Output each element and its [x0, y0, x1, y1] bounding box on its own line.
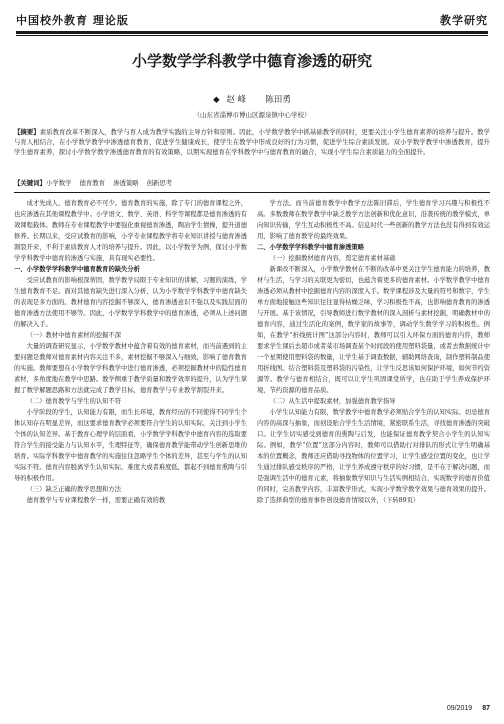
- paragraph: 德育教学与专业课程教学一样，需要正确有效的教: [26, 497, 166, 504]
- section-name: 教学研究: [440, 14, 488, 27]
- body-rule: [14, 192, 490, 193]
- article-title: 小学数学学科教学中德育渗透的研究: [131, 52, 372, 70]
- subsection-heading: （三）缺乏正确的教学思想和方法: [26, 486, 122, 493]
- affiliation: （山东省淄博市博山区源泉镇中心学校）: [193, 111, 311, 119]
- section-heading: 一、小学数学学科教学中德育教育的缺失分析: [14, 266, 140, 273]
- diamond-icon: ◆: [213, 95, 220, 105]
- author-1: 赵 峰: [226, 95, 247, 105]
- abstract: [14, 127, 490, 157]
- keywords: [14, 178, 490, 188]
- paragraph: 小学阶段的学生，认知能力有限，而生长环境，教育经历的不同使得不同学生个体认知存在明显差异，而这要求德育教学必须要符合学生的认知实际，关注到小学生个体的认知差异。基于教育心理学的层面看，小学数学学科教学中德育内容的选取要符合学生的接受能力与认知水平，生理特征等，确保德育教学能带动学生创新思维的培育。实际学科教学中德育教学的实施往往忽略学生个体的差异，甚至与学生的认知实际不符。德育内容脱离学生认知实际，难度大或者难度低，都起不到德育熏陶与引导的积极作用。: [14, 409, 247, 482]
- subsection-heading: （二）德育教学与学生的认知不符: [26, 398, 122, 405]
- page-footer: [447, 705, 490, 712]
- running-header: [16, 12, 488, 30]
- header-rule: [16, 31, 488, 34]
- journal-name: 中国校外教育 理论版: [16, 14, 129, 27]
- header-rule-thin: [16, 35, 488, 36]
- subsection-heading: （一）挖掘教材德育内容，奠定德育素材基础: [269, 255, 396, 262]
- keyword: 创新思考: [146, 179, 173, 187]
- subsection-heading: （二）从生活中提取素材，加强德育教学指导: [269, 398, 396, 405]
- keyword: 小学数学: [45, 179, 72, 187]
- page-number: 87: [482, 705, 490, 712]
- issue-number: 09/2019: [446, 705, 473, 712]
- paragraph: 成才先成人，德育教育必不可少。德育教育的实施，除了专门的德育课程之外，也应渗透在其他课程教学中。小学语文、数学、英语、科学等课程都是德育渗透的有效课程载体。教师在专业课程教学中要强化重视德育渗透，陶冶学生情操，提升道德修养。长期以来，受应试教育的影响，小学专业课程教学将专业知识讲授与德育渗透割裂开来，不利于素质教育人才的培养与提升。因此，以小学数学为例，探讨小学数学学科教学中德育的渗透与实施，具有现实必要性。: [14, 200, 247, 262]
- left-column: [14, 198, 247, 506]
- section-heading: 二、小学数学学科教学中德育渗透策略: [257, 244, 365, 251]
- right-column: [257, 198, 490, 506]
- paragraph: 新课改不断深入，小学数学教材在不断的改革中更关注学生德育能力的培养，教材与生活，与学习的关联更为密切，也蕴含着更多的德育素材。小学数学教学中德育渗透必须从教材中挖掘德育内容的深度入手。数学课程涉及大量的符号和数字，学生单方面地接触这些知识往往显得枯燥乏味，学习积极性不高，也影响德育教育的渗透与开展。基于该情况，引导教师进行数学教材的深入剖析与素材挖掘，明确教材中的德育内容，通过生活化的案例，数学家的故事等，调动学生数学学习的积极性。例如，在教学“折线统计图”这部分内容时，教师可以引入环保方面的德育内容，教师要求学生课后去超市或者菜市场调查某个时间段的使用塑料袋量，或者去数据统计中一个星期使用塑料袋的数量，让学生基于调查数据，辅助网络查询，制作塑料制品使用折线图。结合塑料袋及塑料袋的污染性，让学生反思该如何保护环境，如何节约资源等。教学与德育相结合，既可以让学生巩固课堂所学，也在助于学生养成保护环境，节约资源的德育品质。: [257, 266, 490, 394]
- paragraph: 学方法。而当前德育教学中教学方法陈旧滞后，学生德育学习兴趣与积极性不高。多数教师在数学教学中缺乏教学方法创新和优化意识，沿袭传统的教学模式，单向知识传输，学生互动积极性不高。信息时代一些创新的教学方法也没有得到有效运用，影响了德育教学的最终效果。: [257, 200, 490, 240]
- authors-line: [0, 93, 504, 105]
- abstract-label: 【摘要】: [14, 128, 40, 136]
- subsection-heading: （一）教材中德育素材的挖掘不深: [26, 332, 122, 339]
- paragraph: 受应试教育的影响根深蒂固，数学教学局限于专业知识的讲解，习题的演练，学生德育教育不足。面对其德育缺失进行深入分析，认为小学数学学科教学中德育缺失的表现是多方面的。教材德育内容挖掘不够深入，德育渗透意识不强以及实践层面的德育渗透方法使用不够等。因此，小学数学学科教学中的德育渗透，必须从上述问题的解决入手。: [14, 277, 247, 328]
- author-2: 陈田勇: [265, 95, 291, 105]
- abstract-text: 素质教育改革不断深入，教学与育人成为教学实践的主导方针和原则。因此，小学数学教学中抓基础教学的同时，更要关注小学生德育素养的培养与提升。教学与育人相结合，在小学数学教学中渗透德育教育，促进学生健康成长，使学生在教学中形成良好的行为习惯，促进学生综合素质发展。双小学数学教学中渗透教育，提升学生德育素养，探讨小学数学教学渗透德育教育的有效策略，以期实现德育在学科教学中与德育教育的融合，实现小学生综合素质能力的全面提升。: [14, 128, 490, 156]
- keywords-label: 【关键词】: [14, 179, 46, 187]
- paragraph: 小学生认知能力有限，数学教学中德育教学必须贴合学生的认知实际。切忌德育内容的高深与抽象，而创设贴合学生生活情境，紧密联系生活，寻找德育渗透的突破口。让学生切实感受到德育的熏陶与启发，也能保证德育教学契合小学生的认知实际。例如，教学“位置”这部分内容时，教师可以借助行对排队的形式让学生明确基本的位置概念，教师还应借助寻找物体的位置学习，让学生感受位置的变化，也让学生通过排队感受秩序的严格，让学生养成遵守秩序的好习惯，是不在于解决问题，而是强调生活中的德育元素，将抽象数学知识与生活实例相结合，实现数学的德育价值的同时，完善教学内容，丰富教学形式，实现小学数学教学效果与德育效果的提升。除了选择典型的德育事件创设德育情境以外，（下转89页）: [257, 409, 490, 504]
- paragraph: 大量的调查研究显示，小学数学教材中蕴含着有效的德育素材，而当前遇到的主要问题是教师对德育素材内容关注不多，素材挖掘不够深入与细致，影响了德育教育的实施。教师要想在小学数学学科教学中进行德育渗透，必须挖掘教材中的隐性德育素材，多角度地在教学中思路。教学侧重于教学质量和教学效率的提升，认为学生掌握了数学解题思路和方法就完成了教学目标，德育教学与专业教学割裂开来。: [14, 343, 247, 394]
- keyword: 德育教育: [79, 179, 106, 187]
- keyword: 渗透策略: [113, 179, 139, 187]
